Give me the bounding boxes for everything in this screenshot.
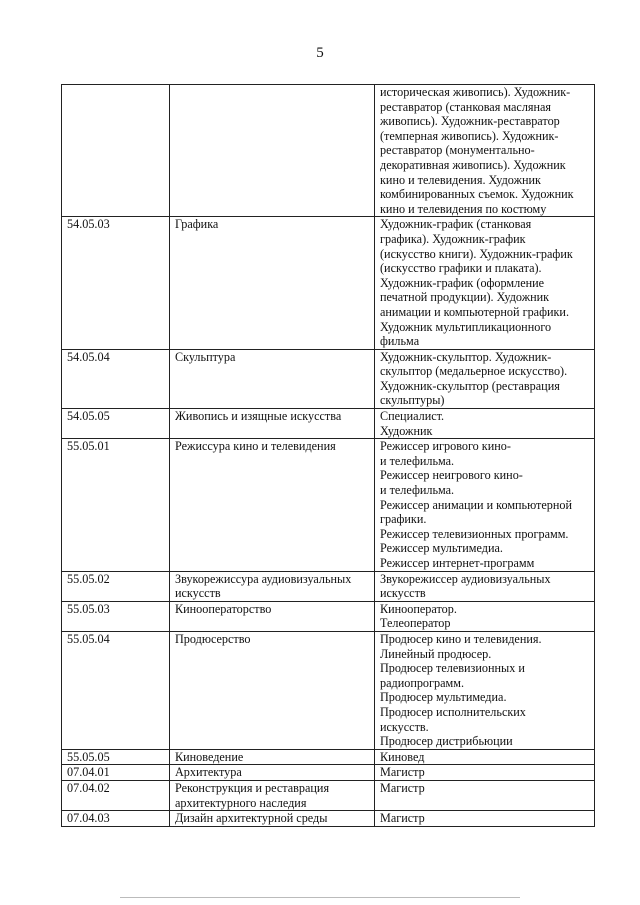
specialty-name-line: Кинооператорство: [175, 601, 272, 616]
table-row: [62, 749, 595, 765]
qualification-line: Телеоператор: [380, 616, 451, 631]
table-row: [62, 780, 595, 810]
cell-qualification: [375, 780, 595, 810]
qualification-line: анимации и компьютерной графики.: [380, 304, 570, 319]
specialty-code: 07.04.01: [67, 765, 110, 780]
specialty-code: 55.05.01: [67, 439, 110, 454]
cell-specialty-name: [170, 439, 375, 571]
table-row: [62, 631, 595, 749]
cell-qualification: [375, 439, 595, 571]
specialty-name-line: Реконструкция и реставрация: [175, 780, 330, 795]
cell-code: [62, 349, 170, 408]
cell-code: [62, 85, 170, 217]
specialty-name-line: Киноведение: [175, 749, 244, 764]
qualification-line: кино и телевидения по костюму: [380, 201, 547, 216]
specialty-code: 54.05.04: [67, 349, 110, 364]
qualification-line: Продюсер исполнительских: [380, 704, 526, 719]
table-row: [62, 409, 595, 439]
qualification-line: комбинированных съемок. Художник: [380, 187, 574, 202]
cell-specialty-name: [170, 780, 375, 810]
specialty-name-line: Архитектура: [175, 765, 242, 780]
cell-qualification: [375, 811, 595, 827]
cell-specialty-name: [170, 811, 375, 827]
specialty-code: 55.05.05: [67, 749, 110, 764]
qualification-line: Художник-график (оформление: [380, 275, 545, 290]
cell-code: [62, 631, 170, 749]
qualification-line: (искусство книги). Художник-график: [380, 246, 573, 261]
specialty-code: 07.04.03: [67, 811, 110, 826]
qualification-line: историческая живопись). Художник-: [380, 85, 571, 99]
page-bottom-rule: [120, 897, 520, 898]
specialty-name-line: Скульптура: [175, 349, 236, 364]
cell-specialty-name: [170, 601, 375, 631]
cell-specialty-name: [170, 349, 375, 408]
cell-code: [62, 780, 170, 810]
qualification-line: Продюсер дистрибьюции: [380, 734, 513, 749]
cell-code: [62, 765, 170, 781]
cell-code: [62, 811, 170, 827]
cell-specialty-name: [170, 571, 375, 601]
cell-specialty-name: [170, 749, 375, 765]
specialty-code: 55.05.02: [67, 571, 110, 586]
qualification-line: Кинооператор.: [380, 601, 457, 616]
cell-qualification: [375, 409, 595, 439]
specialty-code: 54.05.03: [67, 217, 110, 232]
cell-qualification: [375, 631, 595, 749]
specialty-code: 54.05.05: [67, 409, 110, 424]
qualification-line: и телефильма.: [380, 483, 455, 498]
table-row: [62, 439, 595, 571]
qualification-line: искусств.: [380, 719, 429, 734]
specialty-name-line: искусств: [175, 586, 221, 601]
cell-qualification: [375, 749, 595, 765]
qualification-line: Режиссер неигрового кино-: [380, 468, 523, 483]
specialties-table: [61, 84, 595, 827]
specialty-code: 55.05.04: [67, 631, 110, 646]
qualification-line: скульптуры): [380, 393, 445, 408]
qualification-line: радиопрограмм.: [380, 675, 465, 690]
qualification-line: графики.: [380, 512, 427, 527]
qualification-line: Продюсер телевизионных и: [380, 661, 525, 676]
qualification-line: Художник мультипликационного: [380, 319, 552, 334]
cell-qualification: [375, 349, 595, 408]
table-body: [62, 85, 595, 827]
qualification-line: искусств: [380, 586, 426, 601]
qualification-line: скульптор (медальерное искусство).: [380, 364, 568, 379]
qualification-line: Продюсер мультимедиа.: [380, 690, 507, 705]
cell-specialty-name: [170, 409, 375, 439]
qualification-line: (искусство графики и плаката).: [380, 261, 542, 276]
table-row: [62, 349, 595, 408]
qualification-line: Магистр: [380, 780, 425, 795]
cell-code: [62, 749, 170, 765]
qualification-line: реставратор (монументально-: [380, 143, 535, 158]
qualification-line: Режиссер игрового кино-: [380, 439, 511, 454]
table-row: [62, 811, 595, 827]
specialty-name-line: Графика: [175, 217, 219, 232]
specialty-name-line: Режиссура кино и телевидения: [175, 439, 336, 454]
qualification-line: графика). Художник-график: [380, 231, 526, 246]
qualification-line: Линейный продюсер.: [380, 646, 492, 661]
qualification-line: Режиссер анимации и компьютерной: [380, 497, 573, 512]
table-row: [62, 85, 595, 217]
table-row: [62, 601, 595, 631]
qualification-line: кино и телевидения. Художник: [380, 172, 541, 187]
table-row: [62, 571, 595, 601]
cell-code: [62, 439, 170, 571]
specialty-code: 55.05.03: [67, 601, 110, 616]
qualification-line: Магистр: [380, 811, 425, 826]
qualification-line: Звукорежиссер аудиовизуальных: [380, 571, 551, 586]
specialty-code: 07.04.02: [67, 780, 110, 795]
qualification-line: реставратор (станковая масляная: [380, 99, 552, 114]
table-row: [62, 765, 595, 781]
qualification-line: Режиссер телевизионных программ.: [380, 526, 569, 541]
specialty-name-line: архитектурного наследия: [175, 795, 307, 810]
specialty-name-line: Живопись и изящные искусства: [175, 409, 342, 424]
qualification-line: Художник-скульптор (реставрация: [380, 378, 560, 393]
specialty-name-line: Продюсерство: [175, 631, 251, 646]
cell-code: [62, 217, 170, 349]
qualification-line: фильма: [380, 334, 420, 349]
cell-specialty-name: [170, 217, 375, 349]
cell-specialty-name: [170, 765, 375, 781]
qualification-line: Художник: [380, 423, 433, 438]
specialty-name-line: Дизайн архитектурной среды: [175, 811, 328, 826]
cell-qualification: [375, 571, 595, 601]
cell-qualification: [375, 765, 595, 781]
qualification-line: печатной продукции). Художник: [380, 290, 550, 305]
cell-code: [62, 601, 170, 631]
qualification-line: декоративная живопись). Художник: [380, 157, 566, 172]
specialty-name-line: Звукорежиссура аудиовизуальных: [175, 571, 352, 586]
page-number: 5: [316, 45, 324, 61]
table-row: [62, 217, 595, 349]
qualification-line: (темперная живопись). Художник-: [380, 128, 559, 143]
qualification-line: Режиссер интернет-программ: [380, 556, 535, 570]
qualification-line: и телефильма.: [380, 453, 455, 468]
qualification-line: Художник-скульптор. Художник-: [380, 349, 552, 364]
cell-specialty-name: [170, 631, 375, 749]
qualification-line: Продюсер кино и телевидения.: [380, 631, 542, 646]
qualification-line: Магистр: [380, 765, 425, 780]
qualification-line: Киновед: [380, 749, 425, 764]
cell-qualification: [375, 601, 595, 631]
cell-specialty-name: [170, 85, 375, 217]
cell-code: [62, 571, 170, 601]
qualification-line: Специалист.: [380, 409, 445, 424]
cell-code: [62, 409, 170, 439]
qualification-line: Художник-график (станковая: [380, 217, 532, 232]
cell-qualification: [375, 85, 595, 217]
cell-qualification: [375, 217, 595, 349]
qualification-line: Режиссер мультимедиа.: [380, 541, 503, 556]
qualification-line: живопись). Художник-реставратор: [380, 114, 560, 129]
